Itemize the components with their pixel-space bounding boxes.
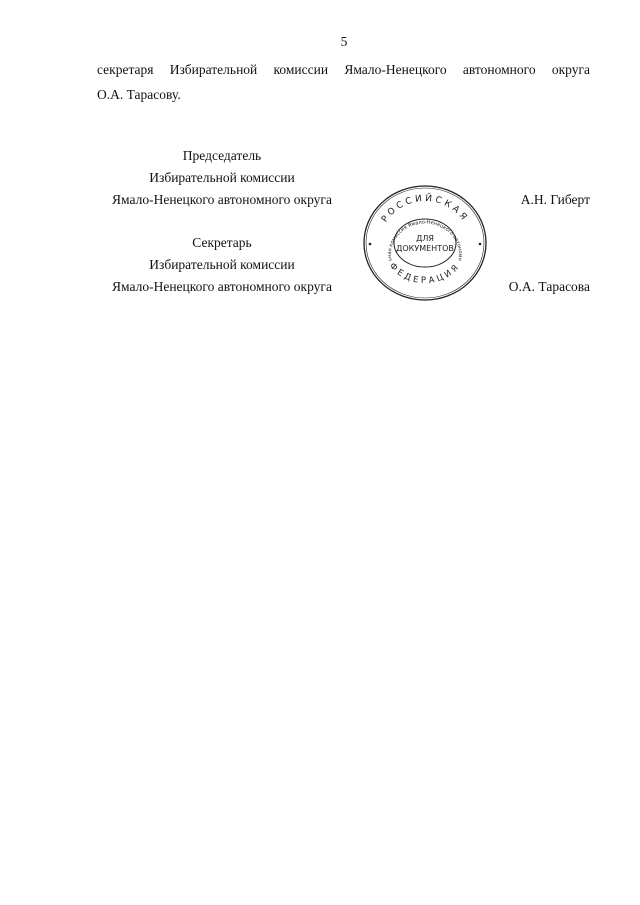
secretary-signature-block <box>70 232 374 298</box>
chairman-name: А.Н. Гиберт <box>520 192 590 207</box>
secretary-title: Секретарь <box>192 235 252 250</box>
secretary-name: О.А. Тарасова <box>508 279 590 294</box>
chairman-signature-block <box>70 145 374 211</box>
secretary-org: Избирательной комиссии <box>149 257 295 272</box>
body-line: О.А. Тарасову. <box>97 87 181 102</box>
page-number: 5 <box>340 34 348 49</box>
stamp-center-text: ДЛЯ <box>416 234 434 243</box>
stamp-bottom-text: ФЕДЕРАЦИЯ <box>387 261 463 287</box>
chairman-org: Ямало-Ненецкого автономного округа <box>112 192 332 207</box>
official-stamp <box>362 184 488 302</box>
stamp-center-text: ДОКУМЕНТОВ <box>396 244 454 253</box>
body-line: секретаря Избирательной комиссии Ямало-Ненецкого автономного округа <box>97 62 590 77</box>
stamp-ring-text: ьная комиссия Ямало-Ненецкого автономн <box>386 219 464 262</box>
chairman-title: Председатель <box>182 148 262 163</box>
secretary-org: Ямало-Ненецкого автономного округа <box>112 279 332 294</box>
chairman-org: Избирательной комиссии <box>149 170 295 185</box>
svg-text:ФЕДЕРАЦИЯ <box>387 261 463 286</box>
stamp-top-text: РОССИЙСКАЯ <box>379 193 471 225</box>
